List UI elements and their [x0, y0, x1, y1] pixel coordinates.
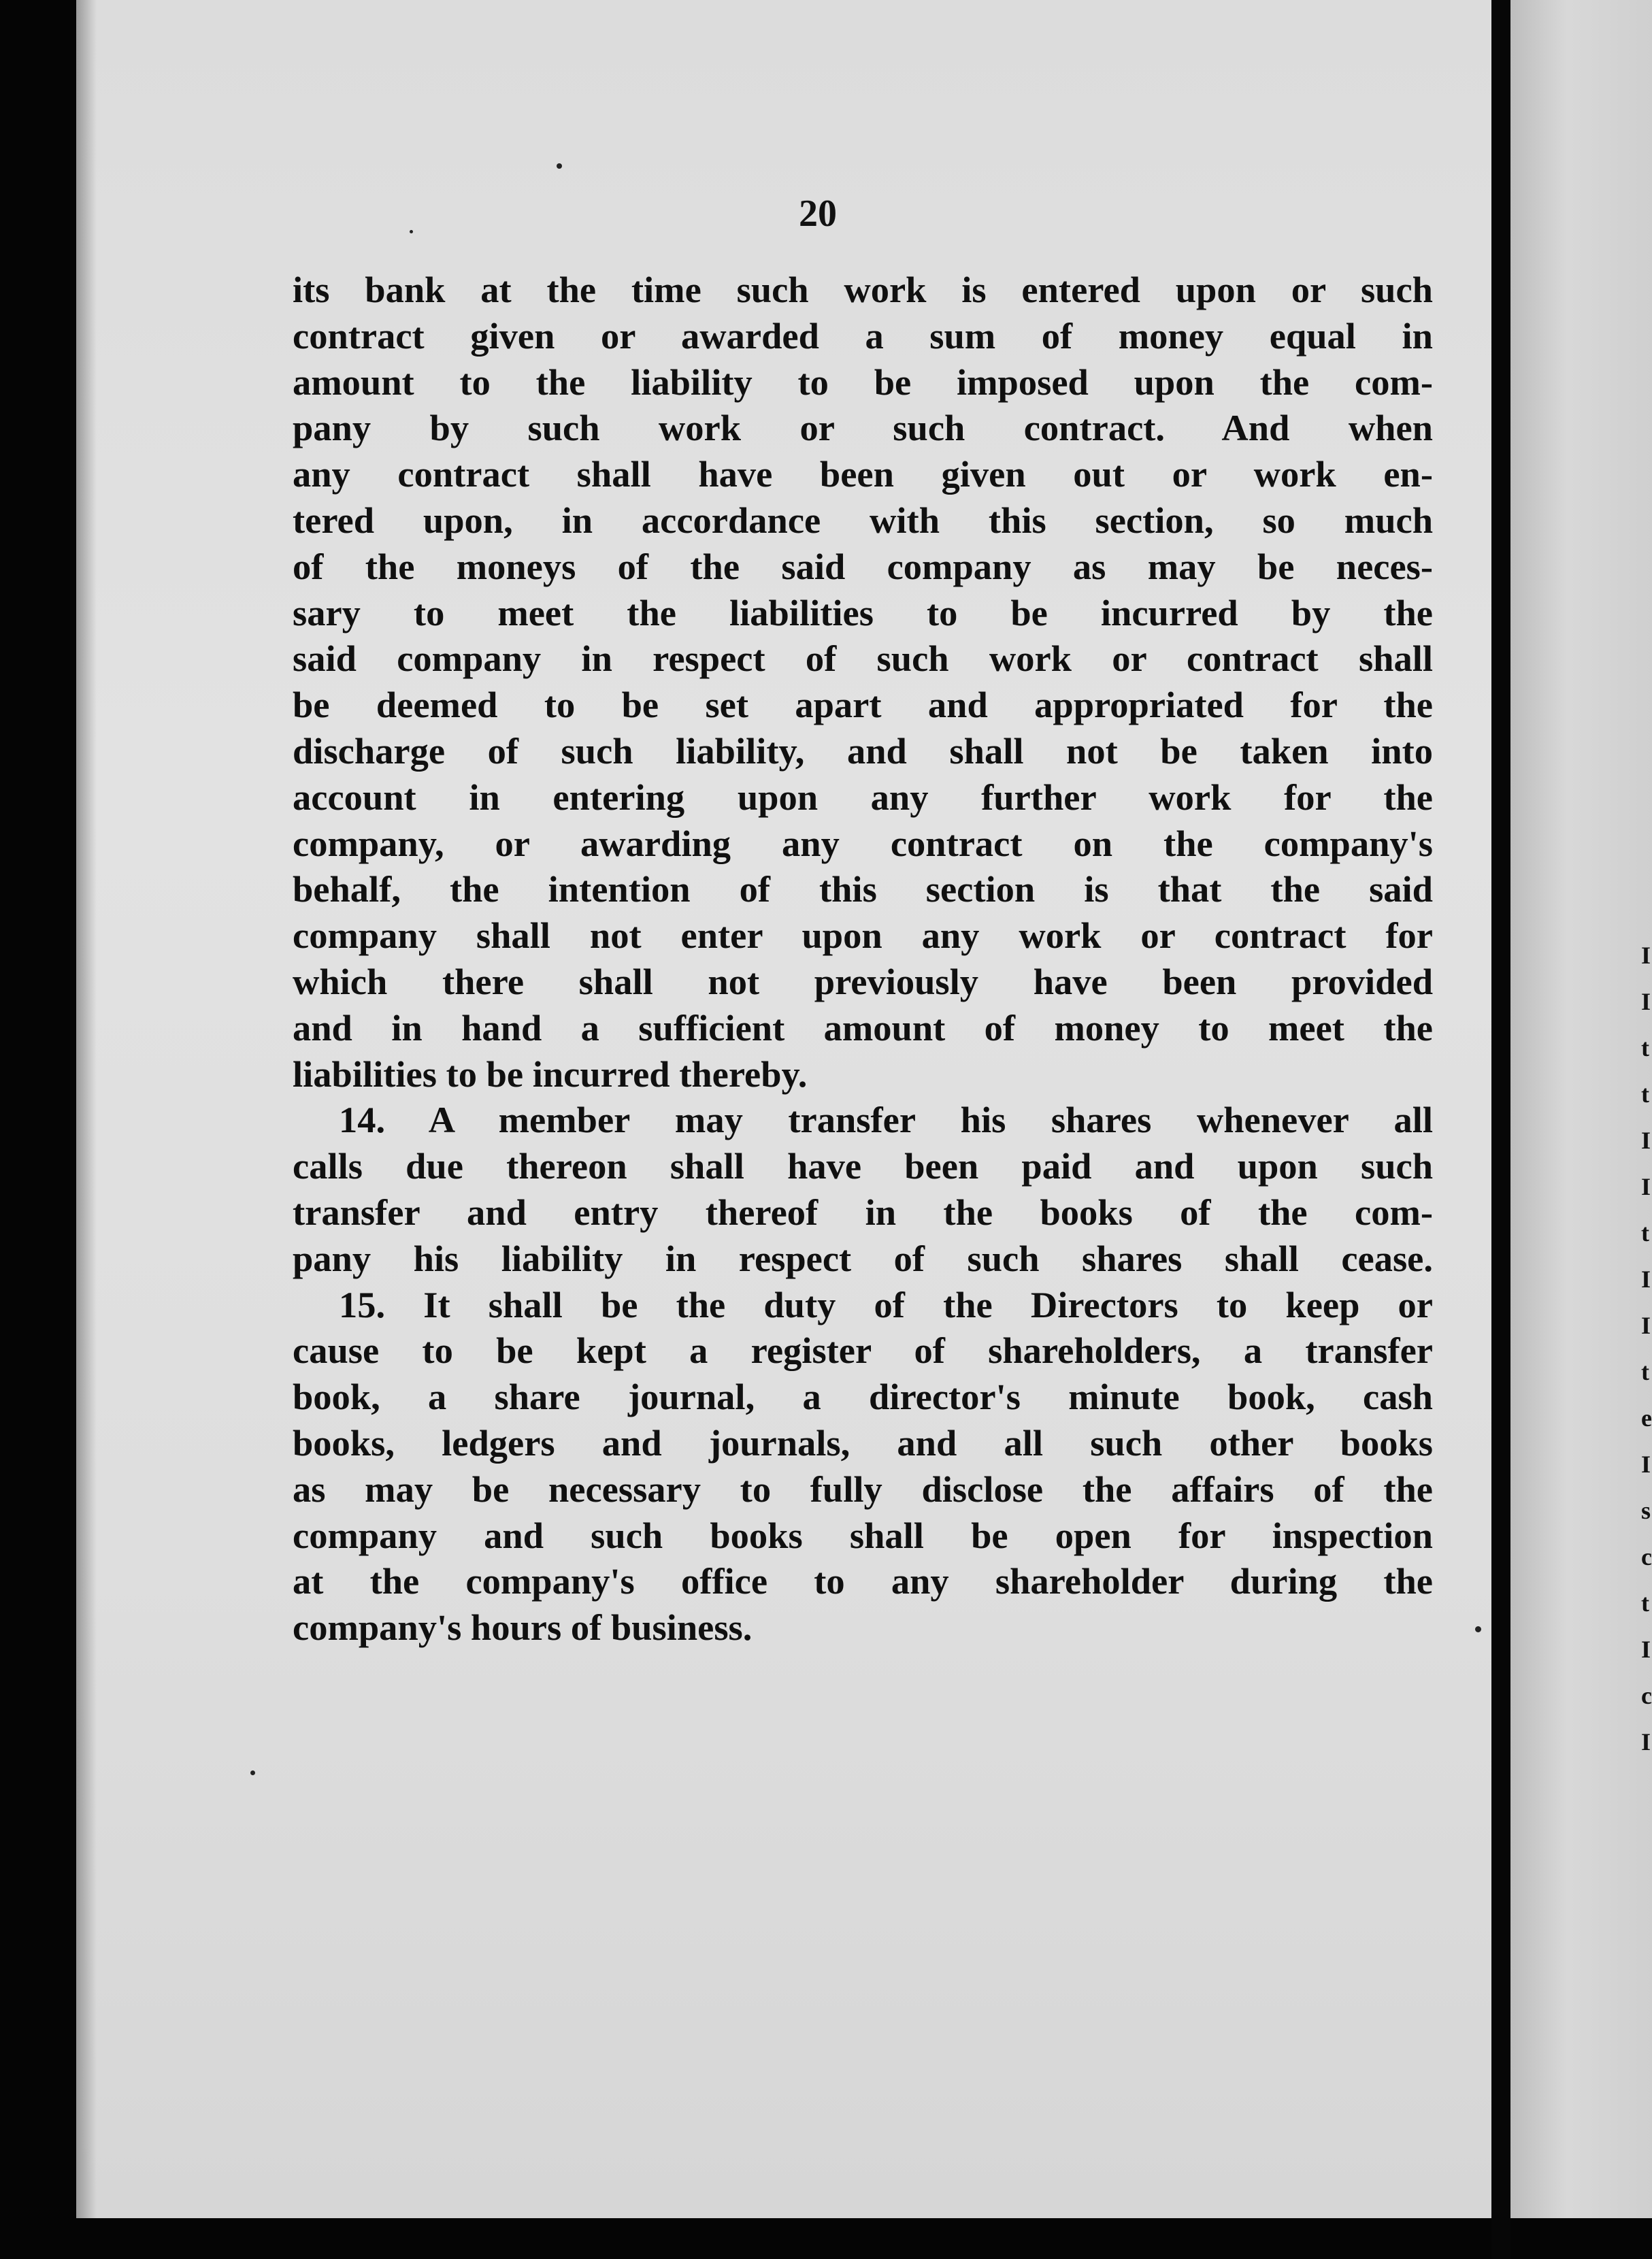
- text-line: cause to be kept a register of shareholders, a transfer: [293, 1330, 1433, 1372]
- text-line: at the company's office to any shareholder during the: [293, 1560, 1433, 1602]
- text-line: amount to the liability to be imposed upon the com-: [293, 361, 1433, 403]
- text-line: liabilities to be incurred thereby.: [293, 1053, 808, 1095]
- page-shadow: [76, 0, 97, 2218]
- text-line: company shall not enter upon any work or contract for: [293, 914, 1433, 957]
- text-line: discharge of such liability, and shall not be taken into: [293, 729, 1433, 772]
- ink-speck: [1475, 1626, 1481, 1632]
- text-line: company and such books shall be open for inspection: [293, 1514, 1433, 1556]
- text-line: its bank at the time such work is entered upon or such: [293, 269, 1433, 310]
- text-line: be deemed to be set apart and appropriated for the: [293, 684, 1433, 726]
- text-line: tered upon, in accordance with this section, so much: [293, 499, 1433, 541]
- ink-speck: [557, 163, 562, 169]
- text-line: contract given or awarded a sum of money equal in: [293, 314, 1433, 357]
- text-line: calls due thereon shall have been paid and upon such: [293, 1145, 1433, 1187]
- text-line: behalf, the intention of this section is that the said: [293, 868, 1433, 910]
- ink-speck: [410, 230, 413, 233]
- text-line: of the moneys of the said company as may be neces-: [293, 545, 1433, 587]
- text-line: sary to meet the liabilities to be incurred by the: [293, 591, 1433, 633]
- text-line: company, or awarding any contract on the company's: [293, 822, 1433, 864]
- text-line: said company in respect of such work or contract shall: [293, 638, 1433, 680]
- text-line: any contract shall have been given out or work en-: [293, 453, 1433, 495]
- ink-speck: [250, 1770, 255, 1775]
- text-line: pany by such work or such contract. And when: [293, 407, 1433, 449]
- section-14-line: 14. A member may transfer his shares whenever all: [339, 1099, 1433, 1141]
- page-number: 20: [799, 193, 837, 235]
- text-line: and in hand a sufficient amount of money to meet the: [293, 1006, 1433, 1049]
- text-line: transfer and entry thereof in the books of the com-: [293, 1191, 1433, 1233]
- text-line: account in entering upon any further work for the: [293, 776, 1433, 818]
- section-15-line: 15. It shall be the duty of the Directors to keep or: [339, 1283, 1433, 1325]
- text-line: pany his liability in respect of such shares shall cease.: [293, 1237, 1433, 1279]
- adjacent-page-text: I I t t I I t I I t e I s c t I c I: [1641, 942, 1652, 1755]
- body-text: [293, 267, 1433, 1651]
- text-line: which there shall not previously have been provided: [293, 960, 1433, 1002]
- text-line: as may be necessary to fully disclose the affairs of the: [293, 1468, 1433, 1510]
- book-page: [76, 0, 1491, 2218]
- text-line: books, ledgers and journals, and all such other books: [293, 1421, 1433, 1464]
- book-gutter: [1491, 0, 1510, 2259]
- text-line: company's hours of business.: [293, 1606, 753, 1649]
- text-line: book, a share journal, a director's minute book, cash: [293, 1376, 1433, 1418]
- adjacent-page: [1510, 0, 1652, 2218]
